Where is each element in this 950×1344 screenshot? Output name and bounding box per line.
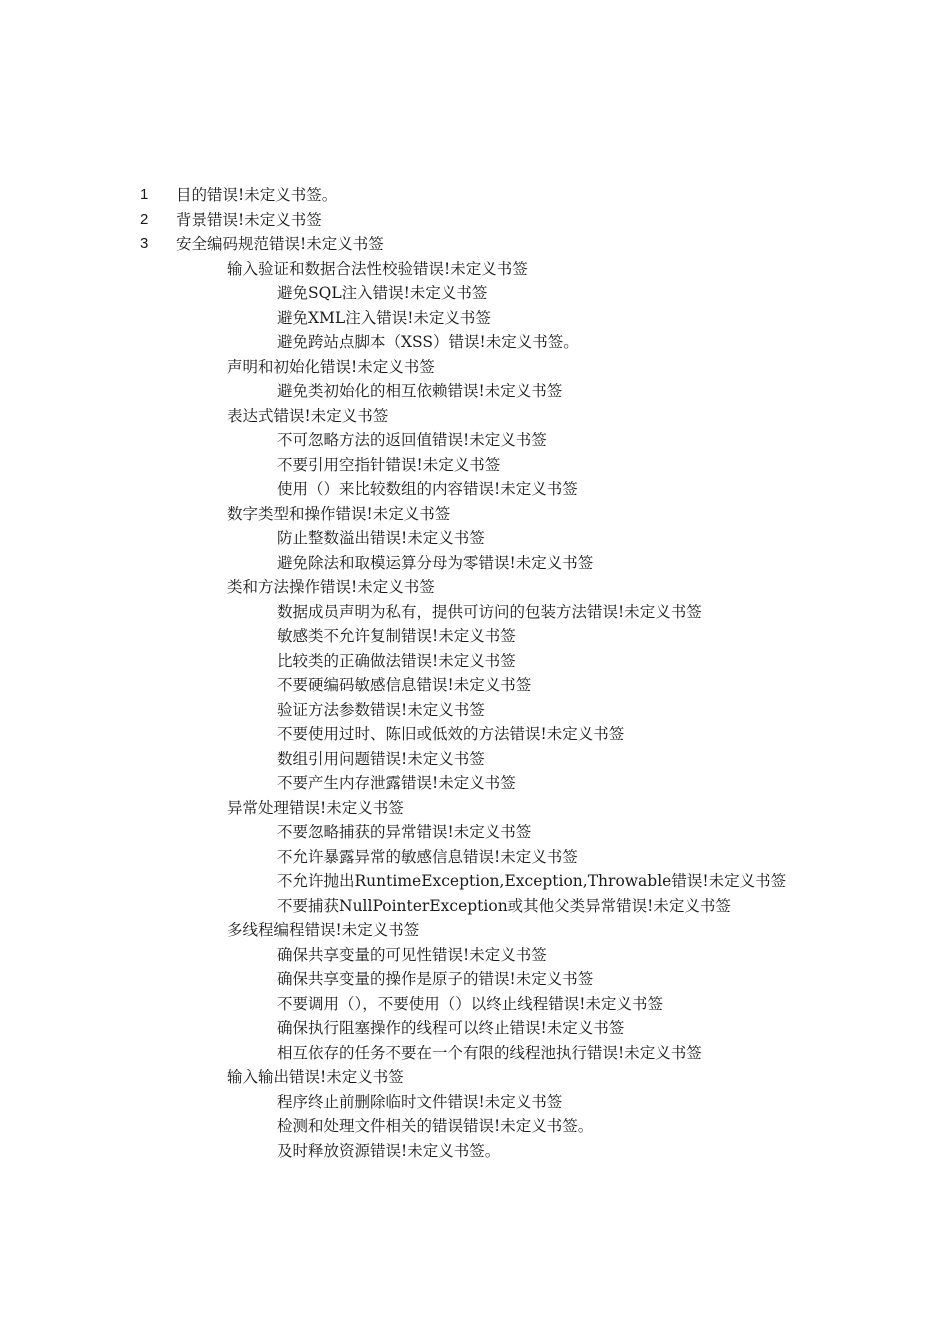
toc-entry-number: 2 (140, 210, 149, 228)
toc-entry-level-3[interactable] (0, 551, 950, 576)
toc-entry-level-3[interactable] (0, 820, 950, 845)
toc-entry-level-3[interactable] (0, 624, 950, 649)
toc-entry-title: 多线程编程错误!未定义书签 (227, 921, 420, 939)
toc-entry-title: 输入验证和数据合法性校验错误!未定义书签 (227, 259, 528, 278)
toc-entry-title: 相互依存的任务不要在一个有限的线程池执行错误!未定义书签 (277, 1043, 702, 1062)
toc-entry-title: 数字类型和操作错误!未定义书签 (227, 504, 451, 523)
toc-entry-level-2[interactable] (0, 355, 950, 380)
toc-entry-level-3[interactable] (0, 1114, 950, 1139)
toc-entry-title: 避免SQL注入错误!未定义书签 (277, 284, 488, 302)
toc-entry-level-3[interactable] (0, 894, 950, 919)
toc-entry-title: 数据成员声明为私有，提供可访问的包装方法错误!未定义书签 (277, 602, 702, 621)
toc-entry-level-3[interactable] (0, 722, 950, 747)
toc-entry-title: 声明和初始化错误!未定义书签 (227, 357, 435, 376)
toc-entry-title: 程序终止前删除临时文件错误!未定义书签 (277, 1092, 563, 1111)
toc-entry-title: 比较类的正确做法错误!未定义书签 (277, 651, 516, 670)
toc-entry-title: 安全编码规范错误!未定义书签 (176, 235, 384, 253)
toc-entry-number: 3 (140, 235, 149, 252)
toc-entry-level-1[interactable] (0, 208, 950, 233)
toc-entry-level-3[interactable] (0, 698, 950, 723)
toc-entry-title: 背景错误!未定义书签 (176, 210, 322, 229)
toc-entry-level-2[interactable] (0, 796, 950, 821)
toc-entry-level-3[interactable] (0, 992, 950, 1017)
toc-entry-title: 防止整数溢出错误!未定义书签 (277, 529, 485, 547)
toc-entry-level-1[interactable] (0, 232, 950, 257)
toc-entry-title: 类和方法操作错误!未定义书签 (227, 578, 435, 596)
toc-entry-level-1[interactable] (0, 183, 950, 208)
toc-entry-level-2[interactable] (0, 404, 950, 429)
toc-entry-number: 1 (140, 186, 149, 203)
toc-entry-level-3[interactable] (0, 477, 950, 502)
toc-entry-title: 避免类初始化的相互依赖错误!未定义书签 (277, 382, 563, 400)
toc-entry-level-3[interactable] (0, 673, 950, 698)
toc-entry-level-2[interactable] (0, 575, 950, 600)
toc-entry-title: 不可忽略方法的返回值错误!未定义书签 (277, 431, 547, 449)
toc-entry-title: 输入输出错误!未定义书签 (227, 1068, 404, 1086)
toc-entry-level-3[interactable] (0, 600, 950, 625)
toc-entry-level-3[interactable] (0, 306, 950, 331)
toc-entry-level-3[interactable] (0, 943, 950, 968)
toc-entry-level-3[interactable] (0, 1016, 950, 1041)
table-of-contents (0, 183, 950, 1163)
toc-entry-title: 不要产生内存泄露错误!未定义书签 (277, 774, 516, 792)
toc-entry-title: 不要忽略捕获的异常错误!未定义书签 (277, 823, 532, 841)
toc-entry-title: 验证方法参数错误!未定义书签 (277, 700, 485, 719)
toc-entry-title: 不允许暴露异常的敏感信息错误!未定义书签 (277, 847, 578, 866)
toc-entry-title: 确保执行阻塞操作的线程可以终止错误!未定义书签 (277, 1019, 625, 1037)
toc-entry-level-3[interactable] (0, 649, 950, 674)
toc-entry-level-2[interactable] (0, 257, 950, 282)
toc-entry-title: 不要硬编码敏感信息错误!未定义书签 (277, 676, 532, 694)
toc-entry-level-3[interactable] (0, 1041, 950, 1066)
toc-entry-title: 避免XML注入错误!未定义书签 (277, 308, 491, 327)
toc-entry-level-3[interactable] (0, 1139, 950, 1164)
toc-entry-title: 数组引用问题错误!未定义书签 (277, 749, 485, 768)
toc-entry-level-2[interactable] (0, 918, 950, 943)
toc-entry-level-2[interactable] (0, 1065, 950, 1090)
toc-entry-title: 表达式错误!未定义书签 (227, 406, 389, 425)
toc-entry-level-2[interactable] (0, 502, 950, 527)
toc-entry-level-3[interactable] (0, 281, 950, 306)
toc-entry-title: 及时释放资源错误!未定义书签。 (277, 1141, 501, 1160)
toc-entry-title: 不要引用空指针错误!未定义书签 (277, 455, 501, 474)
toc-entry-title: 确保共享变量的操作是原子的错误!未定义书签 (277, 970, 594, 988)
toc-entry-level-3[interactable] (0, 453, 950, 478)
toc-entry-level-3[interactable] (0, 747, 950, 772)
toc-entry-title: 目的错误!未定义书签。 (176, 186, 338, 204)
toc-entry-level-3[interactable] (0, 845, 950, 870)
toc-entry-level-3[interactable] (0, 330, 950, 355)
toc-entry-title: 不要使用过时、陈旧或低效的方法错误!未定义书签 (277, 725, 625, 743)
toc-entry-level-3[interactable] (0, 428, 950, 453)
toc-entry-title: 使用（）来比较数组的内容错误!未定义书签 (277, 480, 578, 498)
toc-entry-level-3[interactable] (0, 967, 950, 992)
toc-entry-title: 不允许抛出RuntimeException,Exception,Throwable错误!未定义书签 (277, 872, 787, 890)
toc-entry-title: 异常处理错误!未定义书签 (227, 798, 404, 817)
toc-entry-title: 避免跨站点脚本（XSS）错误!未定义书签。 (277, 333, 579, 351)
toc-entry-level-3[interactable] (0, 869, 950, 894)
toc-entry-title: 确保共享变量的可见性错误!未定义书签 (277, 945, 547, 964)
toc-entry-level-3[interactable] (0, 1090, 950, 1115)
toc-entry-title: 不要调用（），不要使用（）以终止线程错误!未定义书签 (277, 994, 663, 1013)
toc-entry-title: 检测和处理文件相关的错误错误!未定义书签。 (277, 1117, 594, 1135)
toc-entry-level-3[interactable] (0, 526, 950, 551)
toc-entry-title: 不要捕获NullPointerException或其他父类异常错误!未定义书签 (277, 896, 731, 915)
toc-entry-title: 避免除法和取模运算分母为零错误!未定义书签 (277, 553, 594, 572)
toc-entry-level-3[interactable] (0, 379, 950, 404)
toc-entry-title: 敏感类不允许复制错误!未定义书签 (277, 627, 516, 645)
toc-entry-level-3[interactable] (0, 771, 950, 796)
